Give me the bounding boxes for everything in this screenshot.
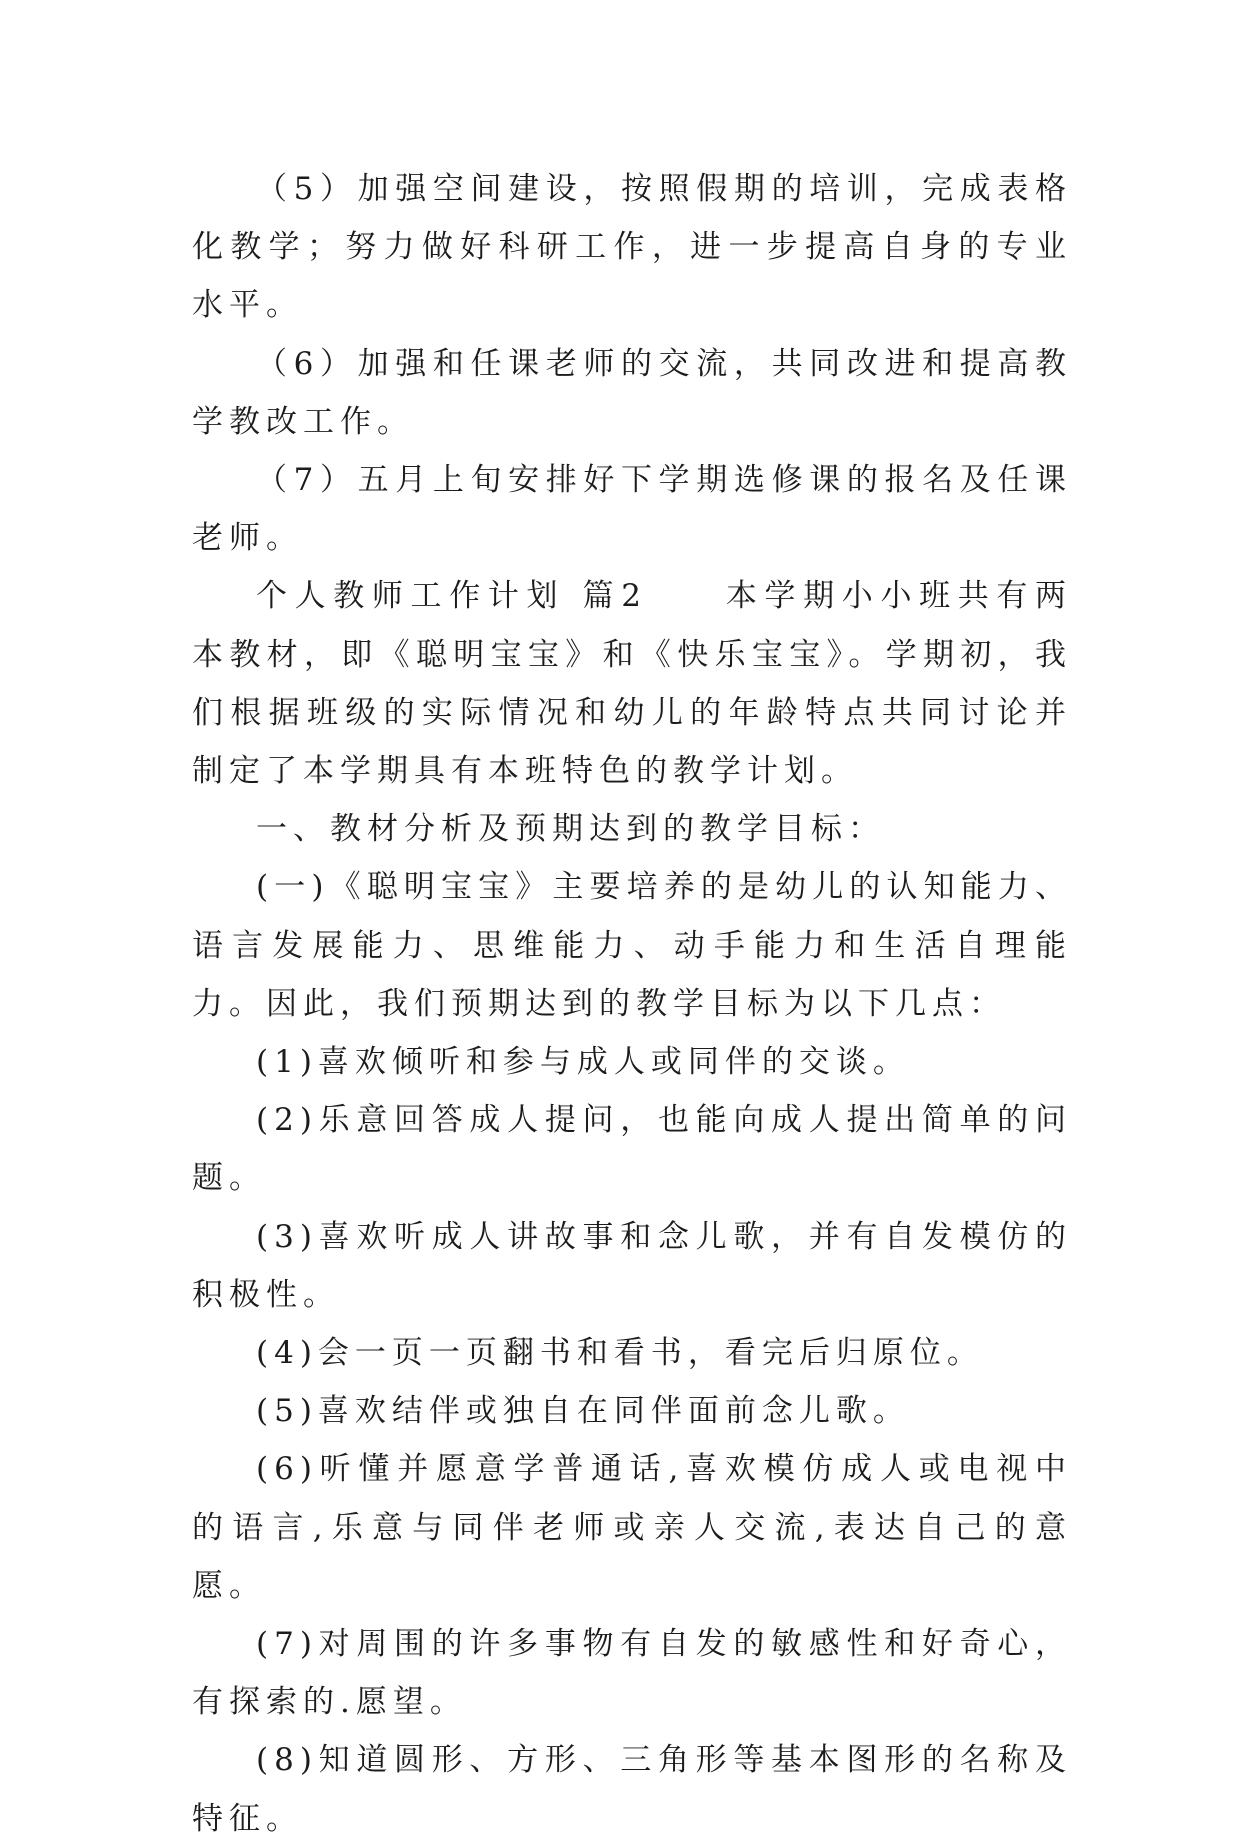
paragraph: （5）加强空间建设，按照假期的培训，完成表格化教学；努力做好科研工作，进一步提高自身的专业水平。	[192, 171, 1072, 324]
paragraph: 一、教材分析及预期达到的教学目标：	[256, 811, 885, 848]
paragraph: 个人教师工作计划 篇2 本学期小小班共有两本教材，即《聪明宝宝》和《快乐宝宝》。学期初，我们根据班级的实际情况和幼儿的年龄特点共同讨论并制定了本学期具有本班特色的教学计划。	[192, 578, 1072, 790]
body-text	[192, 160, 1072, 1848]
paragraph: （7）五月上旬安排好下学期选修课的报名及任课老师。	[192, 462, 1072, 557]
paragraph: (2)乐意回答成人提问，也能向成人提出简单的问题。	[192, 1102, 1072, 1197]
paragraph: (一)《聪明宝宝》主要培养的是幼儿的认知能力、语言发展能力、思维能力、动手能力和生活自理能力。因此，我们预期达到的教学目标为以下几点：	[192, 869, 1072, 1022]
paragraph: (6)听懂并愿意学普通话,喜欢模仿成人或电视中的语言,乐意与同伴老师或亲人交流,表达自己的意愿。	[192, 1451, 1072, 1604]
paragraph: (1)喜欢倾听和参与成人或同伴的交谈。	[256, 1044, 910, 1081]
paragraph: (5)喜欢结伴或独自在同伴面前念儿歌。	[256, 1393, 910, 1430]
paragraph: (8)知道圆形、方形、三角形等基本图形的名称及特征。	[192, 1742, 1072, 1837]
paragraph: (4)会一页一页翻书和看书，看完后归原位。	[256, 1335, 984, 1372]
paragraph: （6）加强和任课老师的交流，共同改进和提高教学教改工作。	[192, 345, 1072, 440]
paragraph: (7)对周围的许多事物有自发的敏感性和好奇心，有探索的.愿望。	[192, 1626, 1072, 1721]
paragraph: (3)喜欢听成人讲故事和念儿歌，并有自发模仿的积极性。	[192, 1218, 1072, 1313]
